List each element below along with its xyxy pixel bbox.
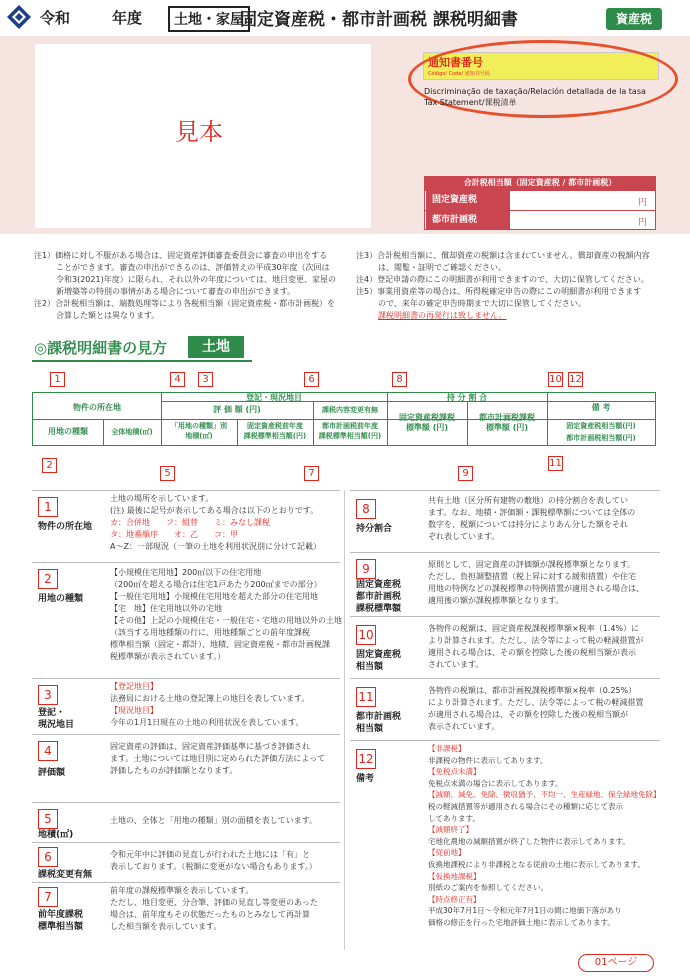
header-change: 課税内容変更有無 [322,406,378,414]
note-line: ので、来年の確定申告時期まで大切に保管してください。 [378,299,586,308]
card-number: 6 [38,847,58,867]
marker-7: 7 [304,466,319,481]
marker-3: 3 [198,372,213,387]
card-line: 評価したものが評価額となります。 [110,766,238,775]
card-label: 持分割合 [356,524,393,534]
card-line: 土地の、全体と「用地の種類」別の面積を表しています。 [110,816,318,825]
card-body [110,741,340,777]
card-number: 11 [356,687,376,707]
card-line: 標準相当額（固定・都計）、地積、固定資産税・都市計画税課 [110,640,330,649]
statement-description-line: Tax Statement/课税清单 [424,98,517,107]
card-label: 固定資産税 都市計画税 課税標準額 [356,580,402,614]
card-2 [32,562,340,678]
card-12 [350,740,660,936]
card-line: 税の軽減措置等が適用される場合にその種類に応じて表示 [428,801,623,811]
header-prev-city: 都市計画税前年度 課税標準相当額(円) [318,422,382,440]
cards-right [350,490,660,936]
statement-description [424,86,646,108]
card-10 [350,616,660,678]
card-line: 別紙のご案内を参照してください。 [428,883,548,893]
card-line: 【減額終了】 [428,825,473,835]
property-kind-label: 土地・家屋 [168,6,250,32]
statement-description-line: Discriminação de taxação/Relación detallada de la tasa [424,87,646,96]
card-line: 免税点未満の場合に表示してあります。 [428,778,563,788]
card-line: 非課税の物件に表示してあります。 [428,755,548,765]
card-line: 適用後の額が課税標準額となります。 [428,596,564,605]
header-group-land-category: 登記・現況地目 [246,393,302,402]
card-body [428,623,660,671]
marker-12: 12 [569,374,582,385]
total-label-fixed: 固定資産税 [426,191,510,210]
card-number: 2 [38,569,58,589]
card-label: 都市計画税 相当額 [356,712,402,734]
card-line: 【一般住宅用地】小規模住宅用地を超えた部分の住宅用地 [110,592,318,601]
header-valuation: 評 価 額 (円) [213,405,261,414]
marker-4: 4 [170,372,185,387]
card-body [110,567,342,663]
total-tax-header: 合計税相当額（固定資産税 / 都市計画税） [424,176,656,190]
card-line: した相当額を表示しています。 [110,922,222,931]
marker-9: 9 [458,466,473,481]
card-body [110,493,340,553]
era-label: 令和 [40,9,71,27]
card-number: 7 [38,887,58,907]
card-label: 前年度課税 標準相当額 [38,910,84,932]
note-line: 注5）事業用資産等の場合は、所得税確定申告の際にこの明細書が利用できます [356,287,642,296]
note-line: 注3）合計税相当額に、償却資産の税額は含まれていません。償却資産の税額内容 [356,251,650,260]
column-divider [344,490,345,950]
card-line: 【仮換地課税】 [428,871,481,881]
card-line: ぞれ表しています。 [428,532,500,541]
card-line: 【小規模住宅用地】200㎡以下の住宅用地 [110,568,262,577]
note-line: は、閲覧・証明でご確認ください。 [378,263,506,272]
card-line: してあります。 [428,813,480,823]
card-line: 各物件の税額は、都市計画税課税標準額×税率（0.25%） [428,686,637,695]
card-number: 1 [38,497,58,517]
notice-number-label: 通知書番号 [428,56,483,69]
card-line: 数字を、税額については持分によりあん分した額をそれ [428,520,628,529]
header-land-use: 用地の種類 [48,427,88,436]
card-number: 4 [38,741,58,761]
marker-5: 5 [160,466,175,481]
sample-watermark: 見本 [175,118,223,146]
header-city-tax: 都市計画税相当額(円) [566,434,636,442]
card-label: 登記・ 現況地目 [38,708,75,730]
card-4 [32,734,340,802]
header [0,0,690,36]
header-use-area: 「用地の種類」別 地積(㎡) [171,422,227,440]
header-total-area: 全体地積(㎡) [111,428,153,436]
note-line: ことができます。審査の申出ができるのは、評価替えの平成30年度（次回は [56,263,330,272]
card-line: 【その他】上記の小規模住宅・一般住宅・宅地の用地以外の土地 [110,616,342,625]
marker-11: 11 [549,458,562,469]
card-number: 3 [38,685,58,705]
card-line: 令和元年中に評価の見直しが行われた土地には「有」と [110,850,310,859]
card-number: 9 [356,559,376,579]
card-label: 備考 [356,774,375,784]
card-line: 宅地化農地の減額措置が終了した物件に表示してあります。 [428,836,630,846]
card-line: されています。 [428,660,484,669]
card-line: 【従前地】 [428,848,466,858]
card-line: 仮換地課税により非課税となる従前の土地に表示してあります。 [428,859,645,869]
header-location: 物件の所在地 [73,403,121,412]
card-line: A～Z：一部現況（一筆の土地を利用状況別に分けて記載） [110,542,321,551]
note-line: 注1）価格に対し不服がある場合は、固定資産評価審査委員会に審査の申出をする [34,251,328,260]
card-line: 平成30年7月1日～令和元年7月1日の間に地価下落があり [428,906,622,916]
header-fixed-standard: 固定資産税課税 標準額 (円) [399,413,455,432]
card-line: ただし、地目変更、分合筆、評価の見直し等変更のあった [110,898,318,907]
marker-8: 8 [392,372,407,387]
card-line: 【現況地目】 [110,706,158,715]
card-line: 【時点修正有】 [428,894,481,904]
marker-10: 10 [549,374,562,385]
total-label-city: 都市計画税 [426,211,510,230]
card-5 [32,802,340,842]
card-line: 今年の1月1日現在の土地の利用状況を表しています。 [110,718,304,727]
note-line: 令和3(2021)年度）に限られ、それ以外の年度については、地目変更、家屋の [56,275,337,284]
tax-type-badge: 資産税 [606,8,662,30]
card-line: 【非課税】 [428,744,466,753]
city-emblem-icon [6,4,32,30]
card-line: 場合は、前年度もその状態だったものとみなして再計算 [110,910,310,919]
card-6 [32,842,340,882]
note-line: 注2）合計税相当額は、端数処理等により各税相当額（固定資産税・都市計画税）を [34,299,336,308]
card-number: 5 [38,809,58,829]
card-line: （200㎡を超える場合は住宅1戸あたり200㎡までの部分） [110,580,322,589]
card-1 [32,490,340,562]
card-9 [350,552,660,616]
card-line: より計算されます。ただし、法令等によって税の軽減措置が [428,636,644,645]
card-11 [350,678,660,740]
no-reissue-note: 課税明細書の再発行は致しません。 [378,311,507,320]
card-line: 法務局における土地の登記簿上の地目を表しています。 [110,694,310,703]
card-body [428,559,660,607]
card-body [428,743,660,929]
column-header-table [32,392,656,446]
card-line: 共有土地（区分所有建物の敷地）の持分割合を表してい [428,496,628,505]
card-body [110,681,340,729]
note-line: 新増築等の特別の事情がある場合について審査の申出ができます。 [56,287,296,296]
notice-number-sublabel: Código/ Code/ 通知书号码 [428,71,490,77]
card-line: 税標準額が表示されています。） [110,652,226,661]
card-body [428,495,660,543]
card-label: 課税変更有無 [38,870,93,880]
card-line: 適用される場合は、その額を控除した後の税相当額が表示 [428,648,636,657]
card-body [428,685,660,733]
card-label: 地積(㎡) [38,830,74,840]
card-line: 表示されています。 [428,722,500,731]
card-label: 用地の種類 [38,594,84,604]
card-number: 8 [356,499,376,519]
card-line: （該当する用地種類の行に、用地種類ごとの前年度課税 [110,628,310,637]
fiscal-year-label: 年度 [112,9,143,27]
header-city-standard: 都市計画税課税 標準額 (円) [479,413,535,432]
card-line: 【登記地目】 [110,682,158,691]
card-line: 表示しております。（税額に変更がない場合もあります。） [110,862,317,871]
card-line: 用地の特例などの課税標準の特例措置が適用される場合は、 [428,584,644,593]
header-fixed-tax: 固定資産税相当額(円) [566,422,636,430]
header-prev-fixed: 固定資産税前年度 課税標準相当額(円) [243,422,307,440]
card-line: 土地の場所を示しています。 [110,494,214,503]
header-remarks: 備 考 [591,403,611,412]
card-label: 物件の所在地 [38,522,93,532]
card-body [110,885,340,933]
card-line: 【宅 地】住宅用地以外の宅地 [110,604,222,613]
marker-2: 2 [42,458,57,473]
card-line: により計算されます。ただし、法令等によって税の軽減措置 [428,698,644,707]
card-line: ます。土地については地目別に定められた評価方法によって [110,754,326,763]
card-line: タ：地番順序 オ：乙 コ：甲 [110,530,238,539]
card-number: 10 [356,625,376,645]
note-line: 注4）登記申請の際にこの明細書が利用できますので、大切に保管してください。 [356,275,649,284]
card-line: 各物件の税額は、固定資産税課税標準額×税率（1.4%）に [428,624,640,633]
card-line: が適用される場合は、その額を控除した後の税相当額が [428,710,628,719]
card-number: 12 [356,749,376,769]
card-body [110,849,340,873]
notes-left [34,250,346,322]
table-rule [33,419,655,420]
yen-unit: 円 [638,198,648,208]
card-line: 【免税点未満】 [428,767,481,777]
card-line: ます。なお、地積・評価額・課税標準額については全体の [428,508,636,517]
note-line: 合算した額とは異なります。 [56,311,160,320]
header-group-share: 持 分 割 合 [446,393,488,402]
card-line: カ：合併地 フ：組替 ミ：みなし課税 [110,518,270,527]
card-3 [32,678,340,734]
card-line: 価格の修正を行った宅地評価土地に表示してあります。 [428,917,615,927]
cards-left [32,490,340,942]
card-line: (注) 最後に記号が表示してある場合は以下のとおりです。 [110,506,319,515]
section-badge: 土地 [188,336,244,358]
card-body [110,815,340,827]
card-line: 固定資産の評価は、固定資産評価基準に基づき評価され [110,742,310,751]
card-line: 前年度の課税標準額を表示しています。 [110,886,254,895]
card-label: 固定資産税 相当額 [356,650,402,672]
card-line: 原則として、固定資産の評価額が課税標準額となります。 [428,560,636,569]
notes-right [356,250,660,322]
card-7 [32,882,340,942]
card-label: 評価額 [38,768,66,778]
card-line: ただし、負担調整措置（税上昇に対する緩和措置）や住宅 [428,572,636,581]
card-8 [350,490,660,552]
yen-unit: 円 [638,218,648,228]
section-underline [32,360,252,362]
marker-6: 6 [304,372,319,387]
page-number: 01ページ [578,954,654,972]
section-title: ◎課税明細書の見方 [34,339,168,357]
card-line: 【減額、減免、免除、徴収猶予、不均一、生産緑地、保全緑地免除】 [428,790,661,800]
document-title: 固定資産税・都市計画税 課税明細書 [240,10,518,30]
marker-1: 1 [50,372,65,387]
